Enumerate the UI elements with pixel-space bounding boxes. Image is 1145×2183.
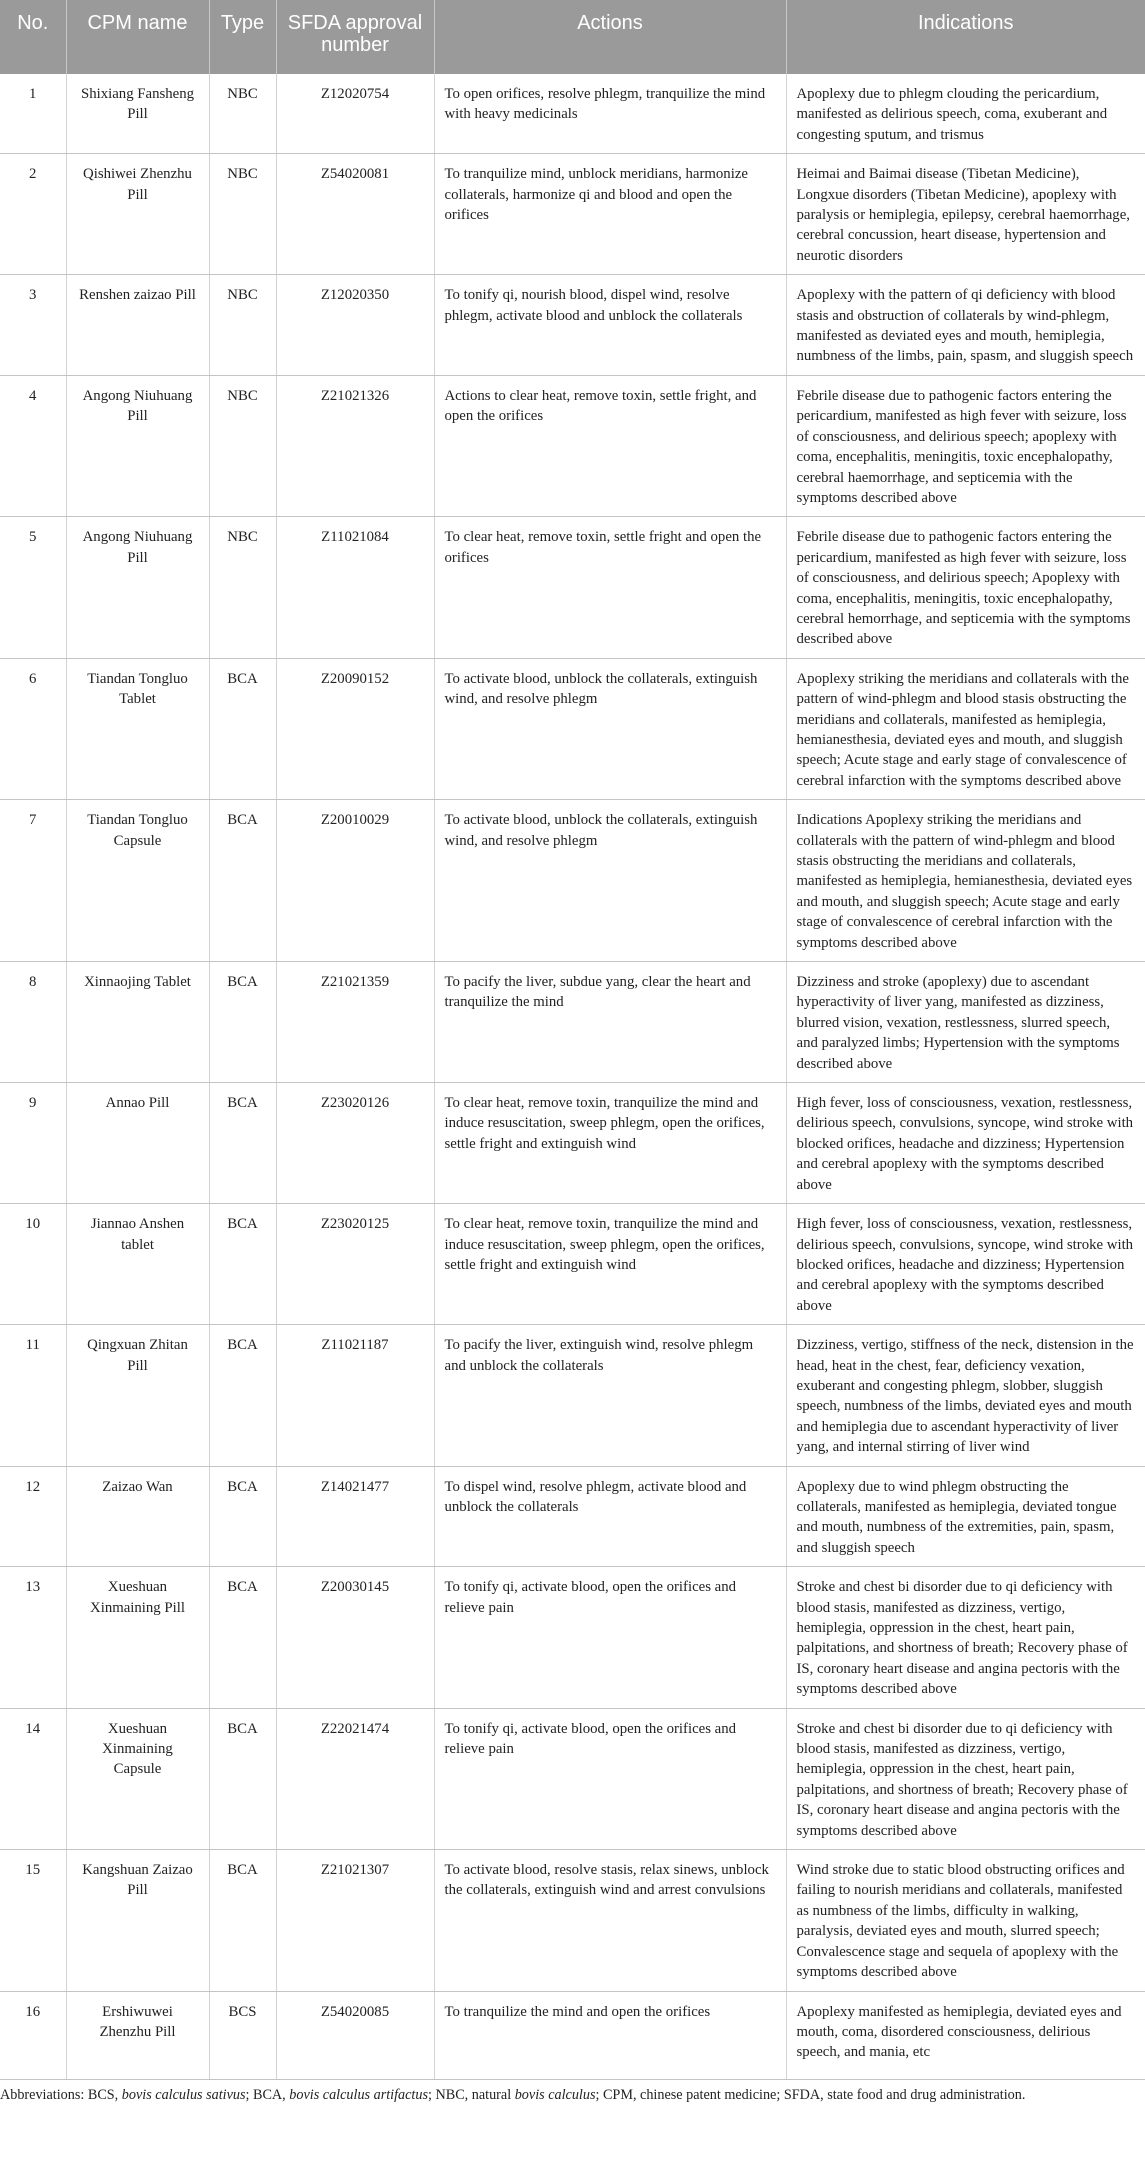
- table-row: [0, 1325, 1145, 1466]
- cell-indications: Febrile disease due to pathogenic factors entering the pericardium, manifested as high fever with seizure, loss of consciousness, and delirious speech; apoplexy with coma, encephalitis, meningitis, toxic encephalopathy, cerebral haemorrhage, and septicemia with the symptoms described above: [786, 375, 1145, 516]
- table-row: [0, 275, 1145, 376]
- cell-sfda: Z22021474: [276, 1708, 434, 1849]
- cell-actions: To activate blood, unblock the collaterals, extinguish wind, and resolve phlegm: [434, 800, 786, 962]
- cell-type: BCA: [209, 1204, 276, 1325]
- cell-sfda: Z21021307: [276, 1850, 434, 1991]
- cell-sfda: Z11021187: [276, 1325, 434, 1466]
- table-row: [0, 1204, 1145, 1325]
- cell-sfda: Z21021326: [276, 375, 434, 516]
- cell-type: BCA: [209, 1466, 276, 1567]
- cell-sfda: Z20010029: [276, 800, 434, 962]
- cell-indications: High fever, loss of consciousness, vexation, restlessness, delirious speech, convulsions, syncope, wind stroke with blocked orifices, headache and dizziness; Hypertension and cerebral apoplexy with the symptoms described above: [786, 1204, 1145, 1325]
- table-row: [0, 74, 1145, 154]
- cell-no: 14: [0, 1708, 66, 1849]
- cell-sfda: Z23020125: [276, 1204, 434, 1325]
- cell-sfda: Z14021477: [276, 1466, 434, 1567]
- table-row: [0, 1083, 1145, 1204]
- cell-no: 15: [0, 1850, 66, 1991]
- header-type: Type: [209, 0, 276, 74]
- cell-indications: Wind stroke due to static blood obstructing orifices and failing to nourish meridians and collaterals, manifested as numbness of the limbs, difficulty in walking, paralysis, deviated eyes and mouth, slurred speech; Convalescence stage and sequela of apoplexy with the symptoms described above: [786, 1850, 1145, 1991]
- cell-no: 2: [0, 154, 66, 275]
- footnote-text: ; CPM, chinese patent medicine; SFDA, state food and drug administration.: [595, 2086, 1026, 2103]
- cell-actions: To clear heat, remove toxin, tranquilize the mind and induce resuscitation, sweep phlegm, open the orifices, settle fright and extinguish wind: [434, 1083, 786, 1204]
- cell-indications: Indications Apoplexy striking the meridians and collaterals with the pattern of wind-phlegm and blood stasis obstructing the meridians and collaterals, manifested as hemiplegia, hemianesthesia, deviated eyes and mouth, and sluggish speech; Acute stage and early stage of convalescence of cerebral infarction with the symptoms described above: [786, 800, 1145, 962]
- cell-no: 3: [0, 275, 66, 376]
- cell-cpm-name: Kangshuan Zaizao Pill: [66, 1850, 209, 1991]
- cell-sfda: Z12020754: [276, 74, 434, 154]
- footnote-bca: bovis calculus artifactus: [289, 2086, 428, 2103]
- cell-no: 13: [0, 1567, 66, 1708]
- cell-sfda: Z54020085: [276, 1991, 434, 2079]
- cell-cpm-name: Angong Niuhuang Pill: [66, 517, 209, 658]
- cell-actions: To activate blood, resolve stasis, relax sinews, unblock the collaterals, extinguish wind and arrest convulsions: [434, 1850, 786, 1991]
- cell-type: BCA: [209, 1325, 276, 1466]
- cell-no: 12: [0, 1466, 66, 1567]
- cell-sfda: Z20090152: [276, 658, 434, 799]
- cell-cpm-name: Qingxuan Zhitan Pill: [66, 1325, 209, 1466]
- table-row: [0, 1991, 1145, 2079]
- cell-sfda: Z54020081: [276, 154, 434, 275]
- cell-cpm-name: Angong Niuhuang Pill: [66, 375, 209, 516]
- cell-type: NBC: [209, 517, 276, 658]
- cell-actions: To tonify qi, nourish blood, dispel wind, resolve phlegm, activate blood and unblock the collaterals: [434, 275, 786, 376]
- footnote-text: Abbreviations: BCS,: [0, 2086, 122, 2103]
- cell-cpm-name: Qishiwei Zhenzhu Pill: [66, 154, 209, 275]
- table-row: [0, 154, 1145, 275]
- cell-actions: To tranquilize the mind and open the orifices: [434, 1991, 786, 2079]
- cell-type: BCA: [209, 658, 276, 799]
- cell-actions: To clear heat, remove toxin, tranquilize the mind and induce resuscitation, sweep phlegm, open the orifices, settle fright and extinguish wind: [434, 1204, 786, 1325]
- cell-sfda: Z23020126: [276, 1083, 434, 1204]
- cell-sfda: Z20030145: [276, 1567, 434, 1708]
- cell-actions: To open orifices, resolve phlegm, tranquilize the mind with heavy medicinals: [434, 74, 786, 154]
- header-cpm-name: CPM name: [66, 0, 209, 74]
- cell-type: NBC: [209, 154, 276, 275]
- cell-type: NBC: [209, 275, 276, 376]
- header-no: No.: [0, 0, 66, 74]
- cell-type: BCA: [209, 962, 276, 1083]
- cell-cpm-name: Xueshuan Xinmaining Capsule: [66, 1708, 209, 1849]
- cell-indications: Stroke and chest bi disorder due to qi deficiency with blood stasis, manifested as dizziness, vertigo, hemiplegia, oppression in the chest, heart pain, palpitations, and shortness of breath; Recovery phase of IS, coronary heart disease and angina pectoris with the symptoms described above: [786, 1708, 1145, 1849]
- table-row: [0, 517, 1145, 658]
- cell-indications: Heimai and Baimai disease (Tibetan Medicine), Longxue disorders (Tibetan Medicine), apoplexy with paralysis or hemiplegia, epilepsy, cerebral haemorrhage, cerebral concussion, heart disease, hypertension and neurotic disorders: [786, 154, 1145, 275]
- table-row: [0, 800, 1145, 962]
- cell-no: 1: [0, 74, 66, 154]
- cell-actions: To dispel wind, resolve phlegm, activate blood and unblock the collaterals: [434, 1466, 786, 1567]
- cell-no: 5: [0, 517, 66, 658]
- cell-actions: To tonify qi, activate blood, open the orifices and relieve pain: [434, 1708, 786, 1849]
- cell-actions: To clear heat, remove toxin, settle fright and open the orifices: [434, 517, 786, 658]
- table-row: [0, 1567, 1145, 1708]
- cell-no: 4: [0, 375, 66, 516]
- cell-no: 10: [0, 1204, 66, 1325]
- cell-sfda: Z12020350: [276, 275, 434, 376]
- header-sfda-approval-number: SFDA approval number: [276, 0, 434, 74]
- cell-actions: To tonify qi, activate blood, open the orifices and relieve pain: [434, 1567, 786, 1708]
- cell-cpm-name: Renshen zaizao Pill: [66, 275, 209, 376]
- table-header-row: [0, 0, 1145, 74]
- cell-sfda: Z21021359: [276, 962, 434, 1083]
- cell-no: 8: [0, 962, 66, 1083]
- cell-actions: To activate blood, unblock the collaterals, extinguish wind, and resolve phlegm: [434, 658, 786, 799]
- table-row: [0, 1850, 1145, 1991]
- cell-type: BCA: [209, 800, 276, 962]
- cell-actions: To pacify the liver, subdue yang, clear the heart and tranquilize the mind: [434, 962, 786, 1083]
- footnote-bcs: bovis calculus sativus: [121, 2086, 246, 2103]
- cell-indications: Febrile disease due to pathogenic factors entering the pericardium, manifested as high fever with seizure, loss of consciousness, and delirious speech; Apoplexy with coma, encephalitis, meningitis, toxic encephalopathy, cerebral hemorrhage, and septicemia with the symptoms described above: [786, 517, 1145, 658]
- footnote-text: ; NBC, natural: [428, 2086, 515, 2103]
- cell-cpm-name: Jiannao Anshen tablet: [66, 1204, 209, 1325]
- cell-no: 6: [0, 658, 66, 799]
- cell-indications: Apoplexy striking the meridians and collaterals with the pattern of wind-phlegm and blood stasis obstructing the meridians and collaterals, manifested as hemiplegia, hemianesthesia, deviated eyes and mouth, and sluggish speech; Acute stage and early stage of convalescence of cerebral infarction with the symptoms described above: [786, 658, 1145, 799]
- table-row: [0, 658, 1145, 799]
- cell-indications: Apoplexy due to phlegm clouding the pericardium, manifested as delirious speech, coma, exuberant and congesting sputum, and trismus: [786, 74, 1145, 154]
- footnote-nbc: bovis calculus: [514, 2086, 596, 2103]
- header-actions: Actions: [434, 0, 786, 74]
- table-row: [0, 375, 1145, 516]
- cell-cpm-name: Tiandan Tongluo Capsule: [66, 800, 209, 962]
- cell-type: BCA: [209, 1708, 276, 1849]
- table-row: [0, 1708, 1145, 1849]
- cell-cpm-name: Xueshuan Xinmaining Pill: [66, 1567, 209, 1708]
- cell-actions: Actions to clear heat, remove toxin, settle fright, and open the orifices: [434, 375, 786, 516]
- cell-cpm-name: Xinnaojing Tablet: [66, 962, 209, 1083]
- cell-indications: High fever, loss of consciousness, vexation, restlessness, delirious speech, convulsions, syncope, wind stroke with blocked orifices, headache and dizziness; Hypertension and cerebral apoplexy with the symptoms described above: [786, 1083, 1145, 1204]
- table-body: [0, 74, 1145, 2079]
- cell-indications: Apoplexy due to wind phlegm obstructing the collaterals, manifested as hemiplegia, deviated tongue and mouth, numbness of the extremities, pain, spasm, and sluggish speech: [786, 1466, 1145, 1567]
- cell-sfda: Z11021084: [276, 517, 434, 658]
- cell-type: NBC: [209, 375, 276, 516]
- cell-no: 16: [0, 1991, 66, 2079]
- table-row: [0, 962, 1145, 1083]
- cell-indications: Stroke and chest bi disorder due to qi deficiency with blood stasis, manifested as dizziness, vertigo, hemiplegia, oppression in the chest, heart pain, palpitations, and shortness of breath; Recovery phase of IS, coronary heart disease and angina pectoris with the symptoms described above: [786, 1567, 1145, 1708]
- cell-indications: Apoplexy with the pattern of qi deficiency with blood stasis and obstruction of collaterals by wind-phlegm, manifested as deviated eyes and mouth, hemiplegia, numbness of the limbs, pain, spasm, and sluggish speech: [786, 275, 1145, 376]
- cell-indications: Apoplexy manifested as hemiplegia, deviated eyes and mouth, coma, disordered consciousness, delirious speech, and mania, etc: [786, 1991, 1145, 2079]
- cell-type: NBC: [209, 74, 276, 154]
- cell-cpm-name: Annao Pill: [66, 1083, 209, 1204]
- cell-no: 11: [0, 1325, 66, 1466]
- cell-type: BCA: [209, 1850, 276, 1991]
- cell-type: BCS: [209, 1991, 276, 2079]
- cell-actions: To pacify the liver, extinguish wind, resolve phlegm and unblock the collaterals: [434, 1325, 786, 1466]
- cell-cpm-name: Ershiwuwei Zhenzhu Pill: [66, 1991, 209, 2079]
- cell-type: BCA: [209, 1567, 276, 1708]
- cell-actions: To tranquilize mind, unblock meridians, harmonize collaterals, harmonize qi and blood and open the orifices: [434, 154, 786, 275]
- cell-indications: Dizziness and stroke (apoplexy) due to ascendant hyperactivity of liver yang, manifested as dizziness, blurred vision, vexation, restlessness, slurred speech, and paralyzed limbs; Hypertension with the symptoms described above: [786, 962, 1145, 1083]
- cell-no: 7: [0, 800, 66, 962]
- cell-cpm-name: Tiandan Tongluo Tablet: [66, 658, 209, 799]
- cell-cpm-name: Zaizao Wan: [66, 1466, 209, 1567]
- abbreviations-footnote: [0, 2080, 1145, 2105]
- cell-type: BCA: [209, 1083, 276, 1204]
- table-row: [0, 1466, 1145, 1567]
- cell-cpm-name: Shixiang Fansheng Pill: [66, 74, 209, 154]
- header-indications: Indications: [786, 0, 1145, 74]
- footnote-text: ; BCA,: [245, 2086, 290, 2103]
- cell-no: 9: [0, 1083, 66, 1204]
- cell-indications: Dizziness, vertigo, stiffness of the neck, distension in the head, heat in the chest, fear, deficiency vexation, exuberant and congesting phlegm, slobber, sluggish speech, numbness of the limbs, deviated eyes and mouth and hemiplegia due to ascendant hyperactivity of liver yang, and internal stirring of liver wind: [786, 1325, 1145, 1466]
